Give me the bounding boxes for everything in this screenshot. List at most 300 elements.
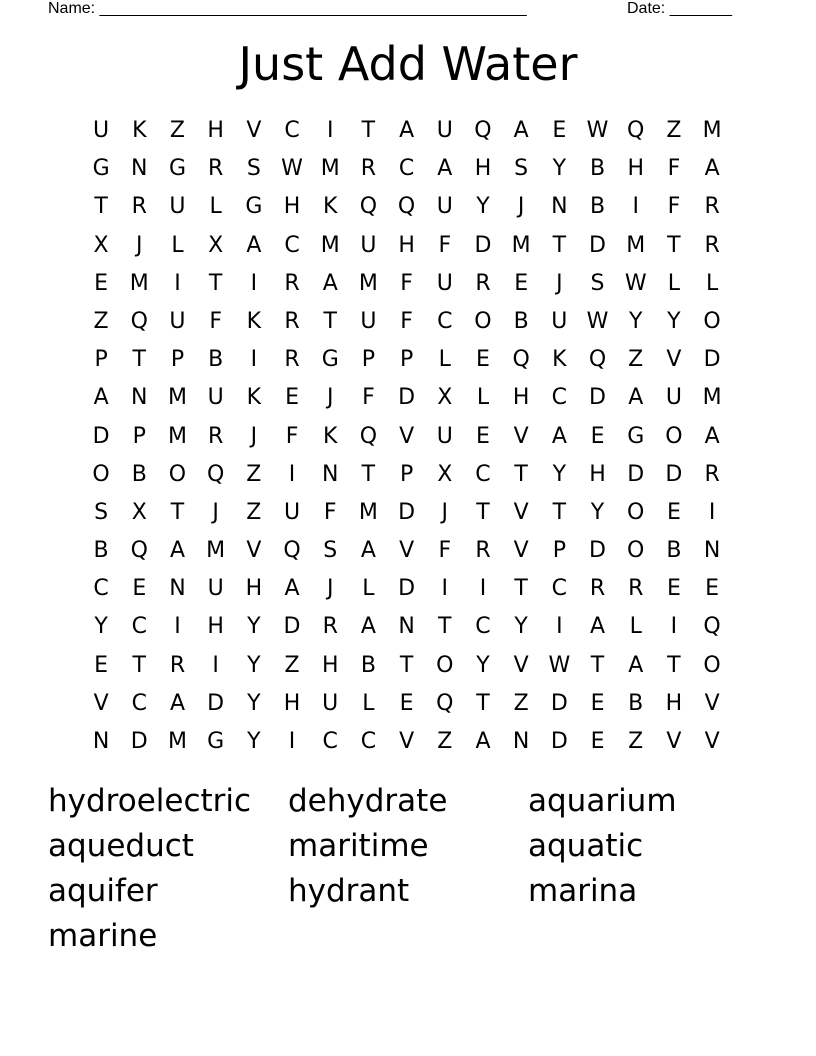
grid-cell: R (628, 576, 644, 602)
grid-cell: V (513, 423, 529, 449)
grid-cell: T (132, 652, 146, 678)
grid-cell: G (168, 156, 186, 182)
grid-cell: D (703, 347, 721, 373)
grid-cell: P (132, 423, 146, 449)
date-field-label: Date: _______ (627, 0, 732, 17)
grid-cell: U (169, 308, 186, 334)
grid-cell: H (589, 461, 606, 487)
grid-cell: E (666, 576, 681, 602)
grid-cell: I (174, 614, 181, 640)
grid-cell: Q (627, 118, 645, 143)
grid-cell: R (589, 576, 606, 602)
grid-cell: U (360, 308, 377, 334)
grid-cell: D (550, 729, 568, 754)
grid-cell: L (476, 385, 490, 411)
grid-cell: A (704, 156, 720, 182)
grid-cell: L (362, 690, 375, 716)
grid-cell: B (360, 652, 376, 678)
grid-cell: M (320, 232, 340, 258)
grid-cell: G (245, 194, 263, 220)
grid-cell: P (399, 347, 414, 373)
grid-cell: B (93, 538, 109, 564)
grid-cell: V (513, 499, 529, 525)
grid-cell: B (131, 461, 147, 487)
grid-cell: Q (283, 538, 301, 564)
grid-cell: B (208, 347, 224, 373)
grid-cell: Z (93, 308, 109, 334)
grid-cell: R (169, 652, 186, 678)
grid-cell: D (589, 385, 606, 411)
grid-cell: I (174, 270, 181, 296)
grid-cell: N (398, 614, 415, 640)
grid-cell: B (628, 690, 644, 716)
grid-cell: A (399, 118, 415, 143)
grid-cell: H (207, 118, 224, 143)
grid-cell: F (323, 499, 337, 525)
grid-cell: V (399, 423, 415, 449)
grid-cell: K (132, 118, 147, 143)
grid-cell: T (590, 652, 605, 678)
grid-cell: F (209, 308, 222, 334)
grid-cell: N (131, 156, 148, 182)
word-list-item: aquatic (528, 828, 644, 864)
grid-cell: J (136, 232, 143, 258)
grid-cell: S (514, 156, 529, 182)
grid-cell: W (281, 156, 303, 182)
grid-cell: A (322, 270, 338, 296)
grid-cell: D (130, 729, 148, 754)
grid-cell: R (360, 156, 377, 182)
grid-cell: D (398, 385, 416, 411)
grid-cell: M (626, 232, 646, 258)
grid-cell: T (514, 576, 528, 602)
grid-cell: T (132, 347, 146, 373)
grid-cell: E (94, 270, 109, 296)
grid-cell: U (436, 194, 453, 220)
grid-cell: C (284, 118, 300, 143)
grid-cell: I (708, 499, 716, 525)
grid-cell: A (93, 385, 109, 411)
grid-cell: J (556, 270, 563, 296)
grid-cell: O (627, 538, 645, 564)
grid-cell: J (517, 194, 525, 220)
grid-cell: E (552, 118, 567, 143)
grid-cell: L (667, 270, 681, 296)
grid-cell: C (93, 576, 109, 602)
grid-cell: A (360, 614, 376, 640)
grid-cell: D (207, 690, 225, 716)
grid-cell: C (398, 156, 415, 182)
grid-cell: K (552, 347, 567, 373)
grid-cell: Y (247, 652, 261, 678)
grid-cell: V (399, 729, 415, 754)
grid-cell: E (132, 576, 147, 602)
grid-cell: Z (628, 729, 644, 754)
grid-cell: D (665, 461, 683, 487)
grid-cell: N (169, 576, 186, 602)
grid-cell: T (361, 461, 376, 487)
grid-cell: H (398, 232, 415, 258)
grid-cell: I (250, 270, 258, 296)
grid-cell: U (665, 385, 682, 411)
grid-cell: A (475, 729, 491, 754)
grid-cell: P (399, 461, 414, 487)
grid-cell: I (556, 614, 563, 640)
grid-cell: M (320, 156, 340, 182)
grid-cell: K (323, 194, 338, 220)
grid-cell: U (360, 232, 377, 258)
grid-cell: Q (206, 461, 225, 487)
grid-cell: G (321, 347, 339, 373)
grid-cell: F (667, 156, 681, 182)
grid-cell: L (362, 576, 375, 602)
grid-cell: Z (437, 729, 453, 754)
grid-cell: H (283, 194, 301, 220)
grid-cell: Z (628, 347, 644, 373)
grid-cell: Q (703, 614, 721, 640)
grid-cell: F (438, 538, 452, 564)
grid-cell: R (284, 347, 300, 373)
grid-cell: N (703, 538, 721, 564)
grid-cell: T (667, 232, 681, 258)
grid-cell: Y (247, 690, 261, 716)
grid-cell: A (513, 118, 529, 143)
grid-cell: U (283, 499, 301, 525)
grid-cell: Z (513, 690, 529, 716)
grid-cell: E (285, 385, 299, 411)
grid-cell: V (704, 690, 720, 716)
grid-cell: I (441, 576, 449, 602)
grid-cell: Q (130, 308, 148, 334)
grid-cell: H (512, 385, 530, 411)
grid-cell: Q (359, 194, 378, 220)
grid-cell: T (208, 270, 223, 296)
grid-cell: I (632, 194, 639, 220)
grid-cell: A (169, 690, 185, 716)
grid-cell: T (323, 308, 337, 334)
grid-cell: W (586, 118, 609, 143)
grid-cell: Z (284, 652, 300, 678)
grid-cell: R (704, 194, 720, 220)
grid-cell: M (511, 232, 531, 258)
grid-cell: D (550, 690, 568, 716)
grid-cell: V (704, 729, 720, 754)
grid-cell: R (475, 538, 491, 564)
grid-cell: T (361, 118, 376, 143)
grid-cell: Y (247, 729, 261, 754)
grid-cell: Y (628, 308, 643, 334)
grid-cell: S (323, 538, 338, 564)
grid-cell: J (250, 423, 258, 449)
grid-cell: O (168, 461, 187, 487)
grid-cell: H (627, 156, 644, 182)
grid-cell: V (666, 347, 682, 373)
grid-cell: Y (476, 652, 490, 678)
grid-cell: X (131, 499, 147, 525)
grid-cell: R (475, 270, 491, 296)
grid-cell: A (284, 576, 300, 602)
grid-cell: D (283, 614, 301, 640)
grid-cell: W (586, 308, 609, 334)
grid-cell: I (212, 652, 219, 678)
grid-cell: F (400, 308, 413, 334)
grid-cell: M (167, 423, 187, 449)
word-list-item: marine (48, 918, 158, 954)
grid-cell: Y (94, 614, 108, 640)
grid-cell: C (131, 614, 147, 640)
grid-cell: I (326, 118, 334, 143)
word-list-item: hydrant (288, 873, 410, 909)
grid-cell: E (666, 499, 681, 525)
grid-cell: J (326, 385, 334, 411)
grid-cell: A (169, 538, 185, 564)
grid-cell: L (209, 194, 222, 220)
grid-cell: C (551, 385, 568, 411)
grid-cell: M (702, 118, 722, 143)
grid-cell: C (131, 690, 147, 716)
grid-cell: H (207, 614, 224, 640)
name-field-label: Name: ________________________________________________ (48, 0, 527, 17)
grid-cell: C (322, 729, 338, 754)
grid-cell: D (398, 499, 416, 525)
grid-cell: O (627, 499, 645, 525)
grid-cell: V (399, 538, 415, 564)
grid-cell: T (476, 690, 490, 716)
grid-cell: E (590, 729, 605, 754)
grid-cell: Y (552, 461, 567, 487)
grid-cell: E (94, 652, 109, 678)
grid-cell: R (131, 194, 147, 220)
grid-cell: U (322, 690, 339, 716)
grid-cell: F (362, 385, 375, 411)
grid-cell: V (666, 729, 682, 754)
grid-cell: A (628, 385, 644, 411)
grid-cell: K (246, 385, 262, 411)
grid-cell: R (284, 308, 300, 334)
grid-cell: I (670, 614, 678, 640)
grid-cell: U (436, 270, 453, 296)
grid-cell: M (129, 270, 149, 296)
grid-cell: H (245, 576, 263, 602)
grid-cell: D (398, 576, 416, 602)
grid-cell: F (285, 423, 299, 449)
grid-cell: F (400, 270, 413, 296)
grid-cell: E (476, 347, 490, 373)
grid-cell: R (208, 423, 224, 449)
grid-cell: W (548, 652, 571, 678)
grid-cell: A (628, 652, 644, 678)
grid-cell: B (513, 308, 529, 334)
grid-cell: N (512, 729, 530, 754)
grid-cell: M (702, 385, 722, 411)
grid-cell: J (212, 499, 219, 525)
grid-cell: Y (514, 614, 528, 640)
word-list-item: marina (528, 873, 638, 909)
grid-cell: Y (476, 194, 490, 220)
grid-cell: U (93, 118, 110, 143)
grid-cell: E (476, 423, 490, 449)
grid-cell: V (513, 538, 529, 564)
grid-cell: L (438, 347, 451, 373)
word-list-item: dehydrate (288, 783, 448, 819)
grid-cell: E (590, 690, 605, 716)
grid-cell: R (284, 270, 300, 296)
grid-cell: P (94, 347, 108, 373)
grid-cell: S (94, 499, 109, 525)
grid-cell: U (207, 576, 224, 602)
grid-cell: P (170, 347, 185, 373)
grid-cell: D (589, 232, 606, 258)
grid-cell: Y (552, 156, 567, 182)
grid-cell: Z (246, 461, 262, 487)
grid-cell: U (169, 194, 186, 220)
grid-cell: Q (588, 347, 607, 373)
grid-cell: P (552, 538, 566, 564)
grid-cell: I (288, 729, 296, 754)
grid-cell: A (246, 232, 262, 258)
grid-cell: L (171, 232, 184, 258)
grid-cell: V (513, 652, 529, 678)
grid-cell: S (246, 156, 261, 182)
grid-cell: W (624, 270, 647, 296)
grid-cell: A (437, 156, 453, 182)
grid-cell: X (208, 232, 224, 258)
grid-cell: L (629, 614, 642, 640)
grid-cell: N (321, 461, 339, 487)
page-title: Just Add Water (238, 37, 578, 91)
grid-cell: X (93, 232, 109, 258)
grid-cell: S (590, 270, 605, 296)
grid-cell: V (246, 538, 262, 564)
grid-cell: P (361, 347, 376, 373)
grid-cell: Y (590, 499, 605, 525)
grid-cell: D (589, 538, 606, 564)
grid-cell: U (207, 385, 224, 411)
grid-cell: G (627, 423, 645, 449)
grid-cell: T (552, 232, 567, 258)
grid-cell: I (479, 576, 487, 602)
grid-cell: K (323, 423, 338, 449)
grid-cell: O (92, 461, 110, 487)
grid-cell: T (476, 499, 490, 525)
grid-cell: Q (512, 347, 530, 373)
grid-cell: Z (666, 118, 682, 143)
letter-grid (82, 112, 731, 761)
grid-cell: H (321, 652, 339, 678)
grid-cell: K (246, 308, 262, 334)
grid-cell: E (514, 270, 529, 296)
grid-cell: V (246, 118, 262, 143)
word-list-item: aqueduct (48, 828, 194, 864)
grid-cell: Q (436, 690, 454, 716)
word-list-item: maritime (288, 828, 429, 864)
grid-cell: D (92, 423, 110, 449)
grid-cell: Z (246, 499, 262, 525)
grid-cell: J (441, 499, 449, 525)
grid-cell: A (590, 614, 606, 640)
word-list-item: hydroelectric (48, 783, 252, 819)
grid-cell: B (666, 538, 682, 564)
word-list-item: aquifer (48, 873, 158, 909)
word-list-item: aquarium (528, 783, 677, 819)
grid-cell: T (438, 614, 452, 640)
grid-cell: F (438, 232, 452, 258)
grid-cell: O (703, 308, 721, 334)
grid-cell: Y (667, 308, 681, 334)
grid-cell: Q (397, 194, 416, 220)
grid-cell: H (283, 690, 301, 716)
grid-cell: M (167, 385, 187, 411)
grid-cell: C (475, 614, 491, 640)
grid-cell: O (665, 423, 683, 449)
grid-cell: I (250, 347, 258, 373)
grid-cell: E (399, 690, 414, 716)
grid-cell: H (665, 690, 683, 716)
grid-cell: N (551, 194, 568, 220)
grid-cell: T (170, 499, 185, 525)
grid-cell: L (705, 270, 719, 296)
grid-cell: Q (130, 538, 148, 564)
grid-cell: E (705, 576, 720, 602)
grid-cell: A (360, 538, 376, 564)
grid-cell: T (514, 461, 528, 487)
grid-cell: U (551, 308, 568, 334)
grid-cell: O (474, 308, 492, 334)
grid-cell: O (436, 652, 454, 678)
grid-cell: X (437, 385, 453, 411)
grid-cell: D (627, 461, 645, 487)
grid-cell: M (206, 538, 226, 564)
grid-cell: G (207, 729, 225, 754)
grid-cell: T (667, 652, 681, 678)
word-list (48, 779, 768, 959)
grid-cell: Q (474, 118, 492, 143)
grid-cell: C (360, 729, 377, 754)
grid-cell: T (94, 194, 108, 220)
grid-cell: R (704, 232, 720, 258)
grid-cell: I (288, 461, 296, 487)
grid-cell: O (703, 652, 721, 678)
grid-cell: E (590, 423, 605, 449)
grid-cell: B (589, 156, 606, 182)
grid-cell: D (474, 232, 492, 258)
grid-cell: H (474, 156, 492, 182)
grid-cell: N (92, 729, 110, 754)
grid-cell: R (704, 461, 720, 487)
grid-cell: U (436, 118, 453, 143)
grid-cell: U (436, 423, 453, 449)
grid-cell: V (93, 690, 109, 716)
grid-cell: F (667, 194, 681, 220)
grid-cell: Z (169, 118, 185, 143)
grid-cell: Q (359, 423, 378, 449)
grid-cell: C (284, 232, 300, 258)
grid-cell: M (358, 499, 378, 525)
grid-cell: M (358, 270, 378, 296)
grid-cell: A (704, 423, 720, 449)
grid-cell: A (551, 423, 567, 449)
grid-cell: M (167, 729, 187, 754)
grid-cell: T (552, 499, 567, 525)
grid-cell: J (326, 576, 334, 602)
grid-cell: N (131, 385, 148, 411)
grid-cell: Y (247, 614, 261, 640)
grid-cell: C (437, 308, 453, 334)
grid-cell: R (322, 614, 338, 640)
grid-cell: B (589, 194, 606, 220)
grid-cell: C (551, 576, 568, 602)
grid-cell: T (399, 652, 414, 678)
